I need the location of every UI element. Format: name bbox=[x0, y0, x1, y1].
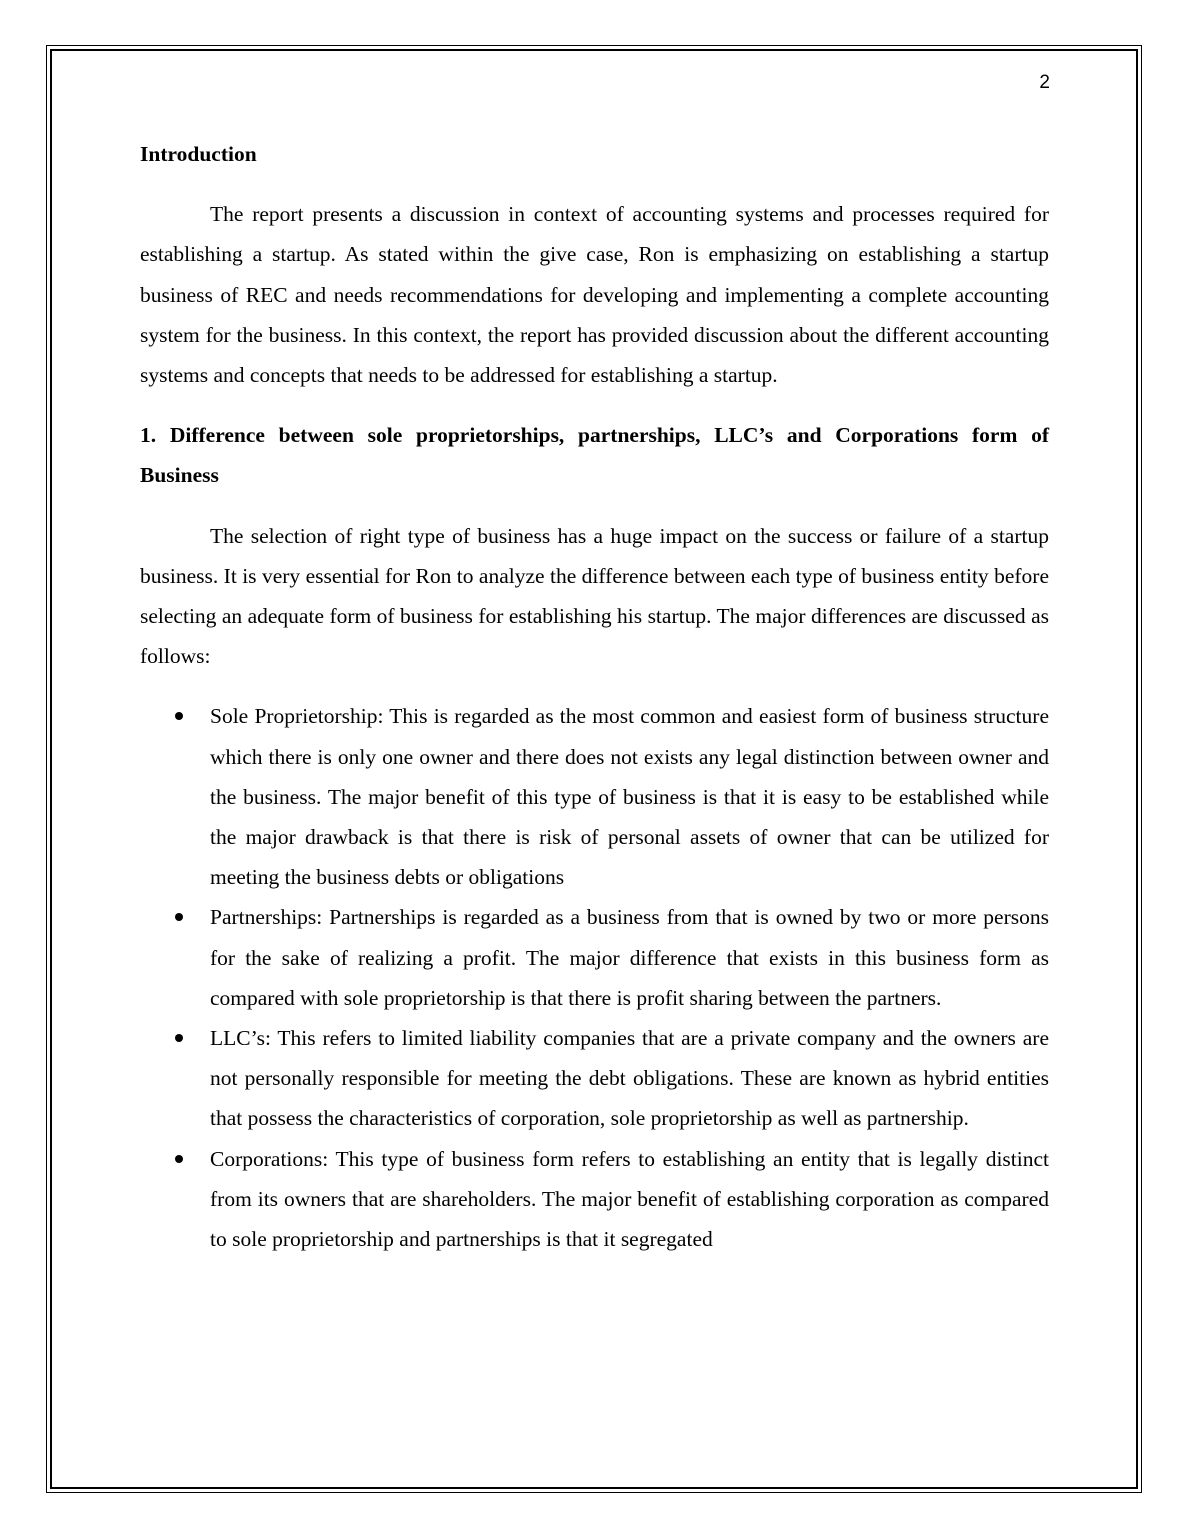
document-body bbox=[140, 134, 1049, 1259]
bullet-icon bbox=[175, 712, 183, 720]
list-item bbox=[140, 1018, 1049, 1139]
intro-paragraph: The report presents a discussion in context of accounting systems and processes required for establishing a startup. As stated within the give case, Ron is emphasizing on establishing a startup business of REC and needs recommendations for developing and implementing a complete accounting system for the business. In this context, the report has provided discussion about the different accounting systems and concepts that needs to be addressed for establishing a startup. bbox=[140, 202, 1049, 388]
list-item bbox=[140, 696, 1049, 897]
spacer bbox=[140, 174, 1049, 194]
business-forms-list bbox=[140, 696, 1049, 1259]
bullet-icon bbox=[175, 913, 183, 921]
list-item bbox=[140, 897, 1049, 1018]
section1-heading: 1. Difference between sole proprietorships, partnerships, LLC’s and Corporations form of Business bbox=[140, 423, 1049, 488]
list-item-text: LLC’s: This refers to limited liability companies that are a private company and the owners are not personally responsible for meeting the debt obligations. These are known as hybrid entities that possess the characteristics of corporation, sole proprietorship as well as partnership. bbox=[210, 1026, 1049, 1131]
bullet-icon bbox=[175, 1034, 183, 1042]
list-item bbox=[140, 1139, 1049, 1260]
intro-heading: Introduction bbox=[140, 142, 257, 166]
bullet-icon bbox=[175, 1155, 183, 1163]
spacer bbox=[140, 676, 1049, 696]
list-item-text: Partnerships: Partnerships is regarded as a business from that is owned by two or more persons for the sake of realizing a profit. The major difference that exists in this business form as compared with sole proprietorship is that there is profit sharing between the partners. bbox=[210, 905, 1049, 1010]
section1-paragraph: The selection of right type of business has a huge impact on the success or failure of a startup business. It is very essential for Ron to analyze the difference between each type of business entity before selecting an adequate form of business for establishing his startup. The major differences are discussed as follows: bbox=[140, 523, 1049, 669]
list-item-text: Sole Proprietorship: This is regarded as the most common and easiest form of business structure which there is only one owner and there does not exists any legal distinction between owner and the business. The major benefit of this type of business is that it is easy to be established while the major drawback is that there is risk of personal assets of owner that can be utilized for meeting the business debts or obligations bbox=[210, 704, 1049, 890]
list-item-text: Corporations: This type of business form refers to establishing an entity that is legally distinct from its owners that are shareholders. The major benefit of establishing corporation as compared to sole proprietorship and partnerships is that it segregated bbox=[210, 1146, 1049, 1252]
spacer bbox=[140, 395, 1049, 415]
spacer bbox=[140, 496, 1049, 516]
page-number: 2 bbox=[1039, 72, 1050, 93]
